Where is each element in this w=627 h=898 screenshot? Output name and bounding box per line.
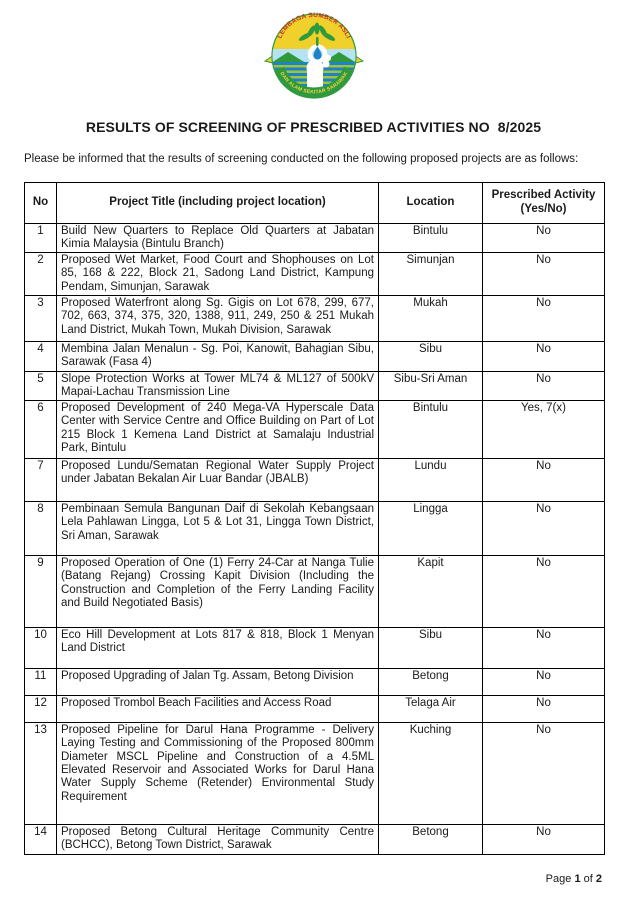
page-footer	[546, 873, 602, 885]
footer-total-pages: 2	[595, 873, 602, 885]
footer-page-label: Page	[545, 873, 572, 885]
header-project-title: Project Title (including project location)	[57, 182, 379, 223]
header-location: Location	[379, 182, 483, 223]
table-row	[25, 223, 605, 253]
project-title-cell: Proposed Development of 240 Mega-VA Hyperscale Data Center with Service Centre and Office Building on Part of Lot 215 Block 1 Kemena Land District at Samalaju Industrial Park, Bintulu	[57, 401, 379, 459]
location-cell: Lundu	[379, 459, 483, 502]
project-title-cell: Proposed Operation of One (1) Ferry 24-Car at Nanga Tulie (Batang Rejang) Crossing Kapit Division (Including the Construction and Completion of the Ferry Landing Facility and Build Negotiated Basis)	[57, 556, 379, 628]
row-number-cell: 6	[25, 401, 57, 459]
table-row	[25, 825, 605, 855]
location-cell: Mukah	[379, 295, 483, 341]
logo-row	[0, 0, 627, 100]
table-row	[25, 341, 605, 371]
prescribed-activity-cell: No	[483, 628, 605, 669]
location-cell: Bintulu	[379, 401, 483, 459]
prescribed-activity-cell: No	[483, 253, 605, 296]
location-cell: Lingga	[379, 502, 483, 556]
location-cell: Simunjan	[379, 253, 483, 296]
project-title-cell: Eco Hill Development at Lots 817 & 818, Block 1 Menyan Land District	[57, 628, 379, 669]
header-no: No	[25, 182, 57, 223]
table-row	[25, 696, 605, 723]
row-number-cell: 9	[25, 556, 57, 628]
screening-results-table	[24, 182, 605, 855]
footer-of-label: of	[583, 873, 593, 885]
page-title: RESULTS OF SCREENING OF PRESCRIBED ACTIVITIES NO 8/2025	[85, 119, 542, 135]
project-title-cell: Membina Jalan Menalun - Sg. Poi, Kanowit, Bahagian Sibu, Sarawak (Fasa 4)	[57, 341, 379, 371]
prescribed-activity-cell: No	[483, 825, 605, 855]
project-title-cell: Proposed Wet Market, Food Court and Shophouses on Lot 85, 168 & 222, Block 21, Sadong Land District, Kampung Pendam, Simunjan, Sarawak	[57, 253, 379, 296]
table-row	[25, 253, 605, 296]
project-title-cell: Slope Protection Works at Tower ML74 & ML127 of 500kV Mapai-Lachau Transmission Line	[57, 371, 379, 401]
prescribed-activity-cell: No	[483, 459, 605, 502]
row-number-cell: 7	[25, 459, 57, 502]
prescribed-activity-cell: No	[483, 502, 605, 556]
table-row	[25, 401, 605, 459]
table-row	[25, 502, 605, 556]
location-cell: Sibu-Sri Aman	[379, 371, 483, 401]
row-number-cell: 3	[25, 295, 57, 341]
row-number-cell: 12	[25, 696, 57, 723]
project-title-cell: Proposed Upgrading of Jalan Tg. Assam, Betong Division	[57, 669, 379, 696]
header-prescribed-line1: Prescribed Activity	[491, 189, 596, 202]
project-title-cell: Proposed Waterfront along Sg. Gigis on Lot 678, 299, 677, 702, 663, 374, 375, 320, 1388, 911, 249, 250 & 251 Mukah Land District, Mukah Town, Mukah Division, Sarawak	[57, 295, 379, 341]
row-number-cell: 2	[25, 253, 57, 296]
header-row	[25, 182, 605, 223]
prescribed-activity-cell: No	[483, 669, 605, 696]
row-number-cell: 10	[25, 628, 57, 669]
row-number-cell: 5	[25, 371, 57, 401]
project-title-cell: Proposed Trombol Beach Facilities and Access Road	[57, 696, 379, 723]
location-cell: Betong	[379, 669, 483, 696]
prescribed-activity-cell: No	[483, 723, 605, 825]
row-number-cell: 8	[25, 502, 57, 556]
prescribed-activity-cell: No	[483, 556, 605, 628]
table-row	[25, 628, 605, 669]
location-cell: Sibu	[379, 628, 483, 669]
table-row	[25, 459, 605, 502]
project-title-cell: Pembinaan Semula Bangunan Daif di Sekolah Kebangsaan Lela Pahlawan Lingga, Lot 5 & Lot 31, Lingga Town District, Sri Aman, Sarawak	[57, 502, 379, 556]
table-row	[25, 556, 605, 628]
location-cell: Sibu	[379, 341, 483, 371]
location-cell: Betong	[379, 825, 483, 855]
table-row	[25, 371, 605, 401]
table-row	[25, 295, 605, 341]
nreb-sarawak-logo	[262, 12, 366, 100]
prescribed-activity-cell: No	[483, 341, 605, 371]
prescribed-activity-cell: No	[483, 295, 605, 341]
project-title-cell: Build New Quarters to Replace Old Quarters at Jabatan Kimia Malaysia (Bintulu Branch)	[57, 223, 379, 253]
prescribed-activity-cell: No	[483, 371, 605, 401]
table-row	[25, 669, 605, 696]
location-cell: Kapit	[379, 556, 483, 628]
header-prescribed-activity	[483, 182, 605, 223]
table-row	[25, 723, 605, 825]
table-body	[25, 223, 605, 854]
location-cell: Telaga Air	[379, 696, 483, 723]
row-number-cell: 11	[25, 669, 57, 696]
intro-text: Please be informed that the results of screening conducted on the following proposed projects are as follows:	[24, 153, 579, 165]
project-title-cell: Proposed Betong Cultural Heritage Community Centre (BCHCC), Betong Town District, Sarawak	[57, 825, 379, 855]
logo-top-arc-text: LEMBAGA SUMBER ASLI	[275, 12, 352, 40]
row-number-cell: 14	[25, 825, 57, 855]
location-cell: Bintulu	[379, 223, 483, 253]
row-number-cell: 4	[25, 341, 57, 371]
row-number-cell: 1	[25, 223, 57, 253]
project-title-cell: Proposed Pipeline for Darul Hana Programme - Delivery Laying Testing and Commissioning of the Proposed 800mm Diameter MSCL Pipeline and Construction of a 4.5ML Elevated Reservoir and Associated Works for Darul Hana Water Supply Scheme (Retender) Environmental Study Requirement	[57, 723, 379, 825]
logo-bottom-arc-text: DAN ALAM SEKITAR SARAWAK	[278, 71, 349, 96]
prescribed-activity-cell: Yes, 7(x)	[483, 401, 605, 459]
footer-page-number: 1	[574, 873, 581, 885]
project-title-cell: Proposed Lundu/Sematan Regional Water Supply Project under Jabatan Bekalan Air Luar Bandar (JBALB)	[57, 459, 379, 502]
prescribed-activity-cell: No	[483, 223, 605, 253]
row-number-cell: 13	[25, 723, 57, 825]
table-header	[25, 182, 605, 223]
header-prescribed-line2: (Yes/No)	[520, 202, 567, 215]
location-cell: Kuching	[379, 723, 483, 825]
prescribed-activity-cell: No	[483, 696, 605, 723]
